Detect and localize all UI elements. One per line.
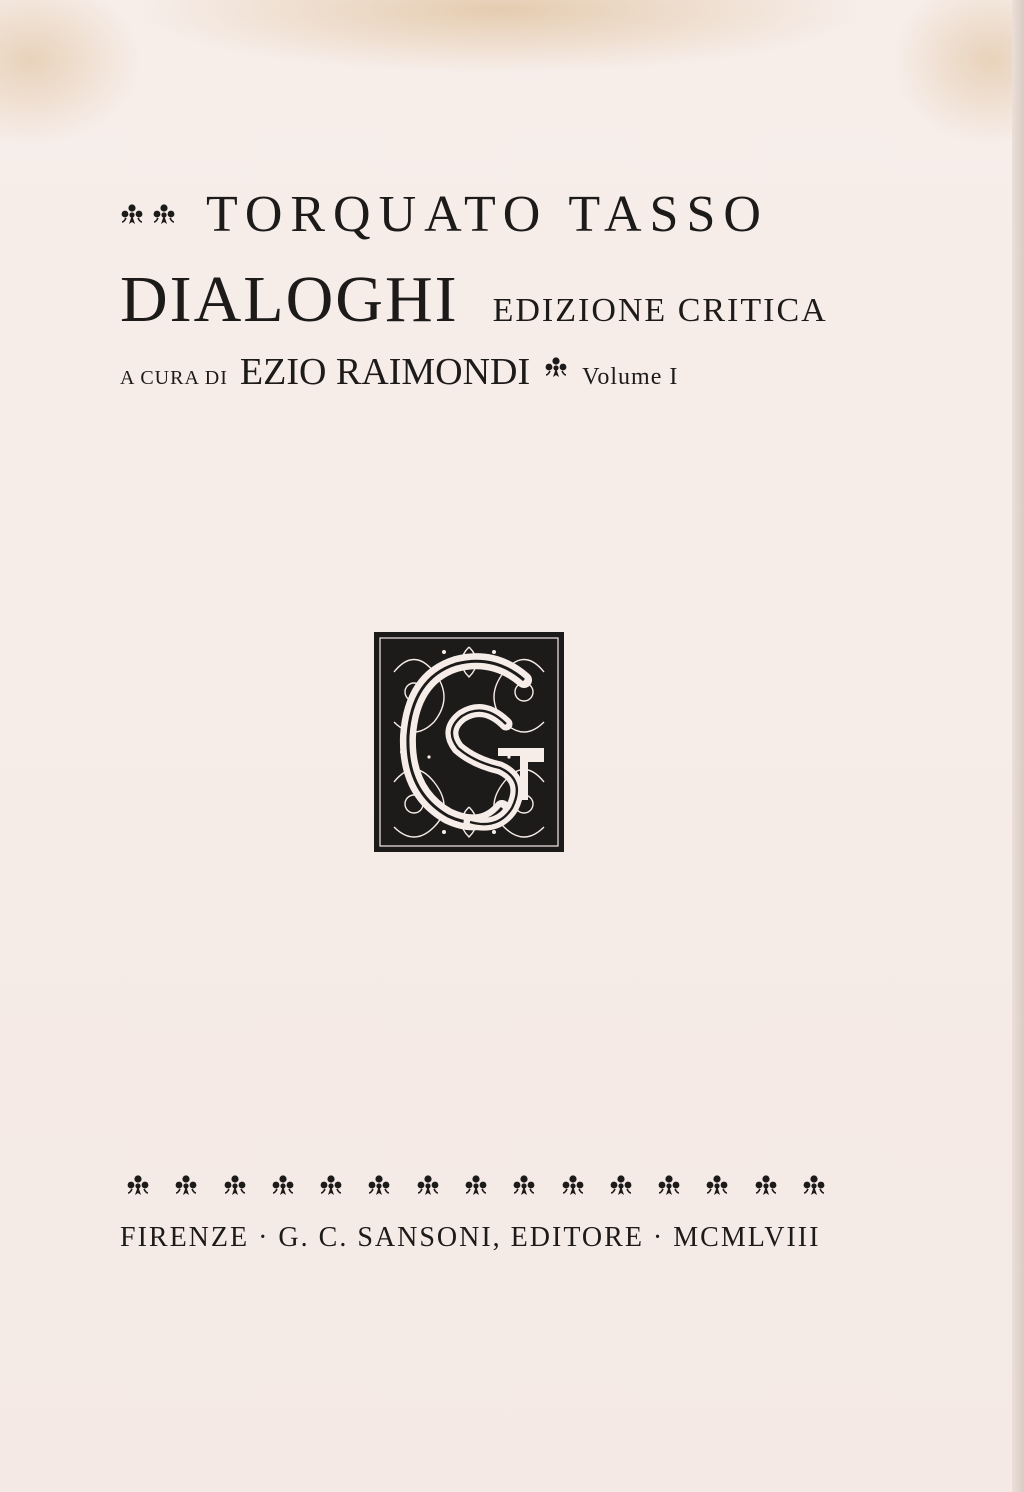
fleuron-icon (544, 356, 568, 378)
editor-prefix: A CURA DI (120, 367, 228, 389)
fleuron-icon (319, 1174, 343, 1196)
fleuron-icon (152, 203, 176, 225)
volume-label: Volume I (582, 364, 679, 390)
fleuron-icon (120, 203, 144, 225)
fleuron-icon (512, 1174, 536, 1196)
page-edge (1012, 0, 1024, 1492)
edition-subtitle: EDIZIONE CRITICA (492, 292, 828, 329)
fleuron-icon (561, 1174, 585, 1196)
fleuron-icon (609, 1174, 633, 1196)
fleuron-icon (416, 1174, 440, 1196)
fleuron-icon (126, 1174, 150, 1196)
editor-name: EZIO RAIMONDI (239, 351, 531, 393)
fleuron-icon (754, 1174, 778, 1196)
publisher-monogram-icon (374, 632, 564, 852)
editor-line (120, 350, 840, 400)
fleuron-icon (802, 1174, 826, 1196)
fleuron-icon (174, 1174, 198, 1196)
fleuron-icon (705, 1174, 729, 1196)
fleuron-icon (657, 1174, 681, 1196)
title-line (120, 262, 840, 336)
author-line (120, 184, 840, 244)
book-title: DIALOGHI (120, 263, 459, 336)
fleuron-icon (271, 1174, 295, 1196)
fleuron-icon (367, 1174, 391, 1196)
leading-fleurons (120, 203, 176, 225)
fleuron-row (126, 1170, 826, 1200)
fleuron-icon (464, 1174, 488, 1196)
publisher-imprint: FIRENZE · G. C. SANSONI, EDITORE · MCMLVIII (120, 1222, 821, 1253)
fleuron-icon (223, 1174, 247, 1196)
author-name: TORQUATO TASSO (206, 185, 769, 243)
